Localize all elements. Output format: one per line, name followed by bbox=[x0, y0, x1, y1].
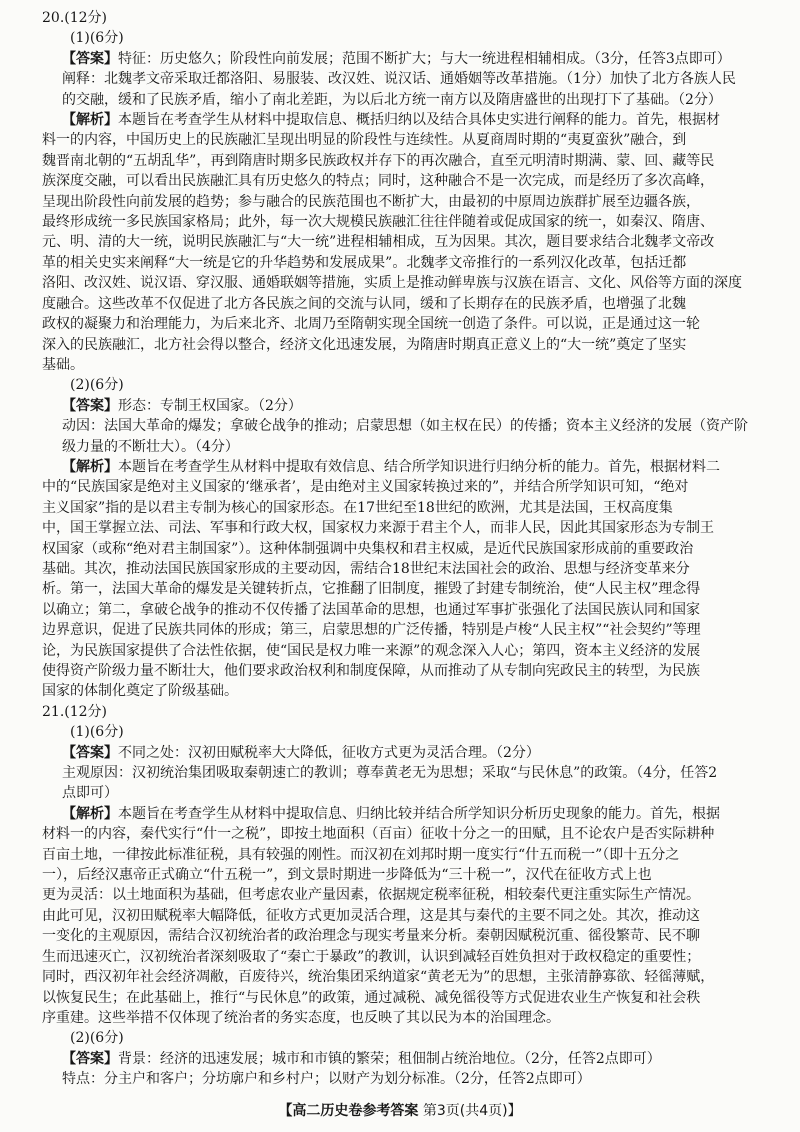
footer-title: 【高二历史卷参考答案 bbox=[278, 1103, 419, 1119]
line-text: 同时，西汉初年社会经济凋敝，百废待兴，统治集团采纳道家“黄老无为”的思想，主张清静寡欲、轻徭薄赋， bbox=[42, 969, 715, 986]
answer-content bbox=[42, 8, 758, 1090]
answer-line bbox=[42, 437, 758, 457]
line-text: (1)(6分) bbox=[70, 30, 124, 47]
line-text: 一），后经汉惠帝正式确立“什五税一”，到文景时期进一步降低为“三十税一”，汉代在征收方式上也 bbox=[42, 867, 652, 884]
section-tag: 【答案】 bbox=[62, 744, 118, 761]
line-text: 析。第一，法国大革命的爆发是关键转折点，它推翻了旧制度，摧毁了封建专制统治，使“人民主权”理念得 bbox=[42, 581, 701, 598]
page-footer bbox=[0, 1100, 800, 1120]
section-tag: 【解析】 bbox=[62, 458, 118, 475]
line-text: 特点：分主户和客户；分坊廓户和乡村户；以财产为划分标准。（2分，任答2点即可） bbox=[62, 1071, 591, 1088]
line-text: (1)(6分) bbox=[70, 724, 124, 741]
line-text: 国家的体制化奠定了阶级基础。 bbox=[42, 683, 238, 700]
analysis-line bbox=[42, 641, 758, 661]
analysis-line bbox=[42, 151, 758, 171]
line-text: 以确立；第二，拿破仑战争的推动不仅传播了法国革命的思想，也通过军事扩张强化了法国民族认同和国家 bbox=[42, 601, 700, 618]
analysis-line bbox=[42, 314, 758, 334]
analysis-line bbox=[42, 967, 758, 987]
answer-line bbox=[42, 69, 758, 89]
section-tag: 【答案】 bbox=[62, 397, 118, 414]
analysis-line bbox=[42, 906, 758, 926]
analysis-line bbox=[42, 498, 758, 518]
analysis-line bbox=[42, 212, 758, 232]
line-text: 级力量的不断壮大）。（4分） bbox=[62, 438, 239, 455]
section-tag: 【解析】 bbox=[62, 805, 118, 822]
answer-line bbox=[42, 416, 758, 436]
sub-question-header bbox=[42, 28, 758, 48]
analysis-line bbox=[42, 681, 758, 701]
line-text: 最终形成统一多民族国家格局；此外，每一次大规模民族融汇往往伴随着或促成国家的统一，如秦汉、隋唐、 bbox=[42, 214, 714, 231]
analysis-line bbox=[42, 232, 758, 252]
analysis-line bbox=[42, 865, 758, 885]
answer-line bbox=[42, 1049, 758, 1069]
analysis-line bbox=[42, 947, 758, 967]
analysis-line bbox=[42, 477, 758, 497]
analysis-line bbox=[42, 845, 758, 865]
analysis-line bbox=[42, 559, 758, 579]
analysis-line bbox=[42, 661, 758, 681]
section-tag: 【答案】 bbox=[62, 50, 118, 67]
line-text: 革的相关史实来阐释“大一统是它的升华趋势和发展成果”。北魏孝文帝推行的一系列汉化改革，包括迁都 bbox=[42, 254, 687, 271]
line-text: 21.(12分) bbox=[42, 703, 108, 720]
line-text: 本题旨在考查学生从材料中提取信息、归纳比较并结合所学知识分析历史现象的能力。首先，根据 bbox=[118, 805, 720, 822]
line-text: 呈现出阶段性向前发展的趋势；参与融合的民族范围也不断扩大，由最初的中原周边族群扩展至边疆各族， bbox=[42, 193, 700, 210]
line-text: 不同之处：汉初田赋税率大大降低，征收方式更为灵活合理。（2分） bbox=[118, 744, 540, 761]
line-text: 阐释：北魏孝文帝采取迁都洛阳、易服装、改汉姓、说汉话、通婚姻等改革措施。（1分）加快了北方各族人民 bbox=[62, 71, 736, 88]
analysis-line bbox=[42, 171, 758, 191]
analysis-line bbox=[42, 457, 758, 477]
line-text: 由此可见，汉初田赋税率大幅降低，征收方式更加灵活合理，这是其与秦代的主要不同之处。其次，推动这 bbox=[42, 907, 700, 924]
line-text: 边界意识，促进了民族共同体的形成；第三，启蒙思想的广泛传播，特别是卢梭“人民主权”“社会契约”等理 bbox=[42, 622, 701, 639]
analysis-line bbox=[42, 926, 758, 946]
line-text: 使得资产阶级力量不断壮大，他们要求政治权利和制度保障，从而推动了从专制向宪政民主的转型，为民族 bbox=[42, 663, 700, 679]
line-text: 动因：法国大革命的爆发；拿破仑战争的推动；启蒙思想（如主权在民）的传播；资本主义经济的发展（资产阶 bbox=[62, 418, 748, 435]
line-text: 基础。其次，推动法国民族国家形成的主要动因，需结合18世纪末法国社会的政治、思想与经济变革来分 bbox=[42, 560, 690, 577]
line-text: 本题旨在考查学生从材料中提取有效信息、结合所学知识进行归纳分析的能力。首先，根据材料二 bbox=[118, 458, 720, 475]
line-text: 洛阳、改汉姓、说汉语、穿汉服、通婚联姻等措施，实质上是推动鲜卑族与汉族在语言、文化、风俗等方面的深度 bbox=[42, 275, 742, 292]
answer-line bbox=[42, 783, 758, 803]
analysis-line bbox=[42, 600, 758, 620]
line-text: 魏晋南北朝的“五胡乱华”，再到隋唐时期多民族政权并存下的再次融合，直至元明清时期满、蒙、回、藏等民 bbox=[42, 152, 715, 169]
analysis-line bbox=[42, 335, 758, 355]
line-text: 深入的民族融汇，北方社会得以整合，经济文化迅速发展，为隋唐时期真正意义上的“大一统”奠定了坚实 bbox=[42, 336, 687, 353]
analysis-line bbox=[42, 988, 758, 1008]
analysis-line bbox=[42, 253, 758, 273]
analysis-line bbox=[42, 110, 758, 130]
line-text: 一变化的主观原因，需结合汉初统治者的政治理念与现实考量来分析。秦朝因赋税沉重、徭役繁苛、民不聊 bbox=[42, 928, 700, 945]
answer-line bbox=[42, 49, 758, 69]
analysis-line bbox=[42, 192, 758, 212]
question-header bbox=[42, 702, 758, 722]
line-text: 料一的内容，中国历史上的民族融汇呈现出明显的阶段性与连续性。从夏商周时期的“夷夏蛮狄”融合，到 bbox=[42, 132, 687, 149]
line-text: 20.(12分) bbox=[42, 10, 108, 26]
answer-line bbox=[42, 743, 758, 763]
footer-page-number: 第3页(共4页)】 bbox=[422, 1103, 522, 1119]
analysis-line bbox=[42, 579, 758, 599]
analysis-line bbox=[42, 130, 758, 150]
line-text: 更为灵活：以土地面积为基础，但考虑农业产量因素，依据规定税率征税，相较秦代更注重实际生产情况。 bbox=[42, 887, 700, 904]
analysis-line bbox=[42, 518, 758, 538]
line-text: 百亩土地，一律按此标准征税，具有较强的刚性。而汉初在刘邦时期一度实行“什五而税一”（即十五分之 bbox=[42, 846, 680, 863]
line-text: 政权的凝聚力和治理能力，为后来北齐、北周乃至隋朝实现全国统一创造了条件。可以说，正是通过这一轮 bbox=[42, 316, 700, 333]
analysis-line bbox=[42, 885, 758, 905]
analysis-line bbox=[42, 273, 758, 293]
answer-line bbox=[42, 763, 758, 783]
answer-line bbox=[42, 396, 758, 416]
analysis-line bbox=[42, 620, 758, 640]
sub-question-header bbox=[42, 1028, 758, 1048]
line-text: 生而迅速灭亡，汉初统治者深刻吸取了“秦亡于暴政”的教训，认识到减轻百姓负担对于政权稳定的重要性； bbox=[42, 948, 701, 965]
line-text: (2)(6分) bbox=[70, 1030, 124, 1047]
line-text: 权国家（或称“绝对君主制国家”）。这种体制强调中央集权和君主权威，是近代民族国家形成前的重要政治 bbox=[42, 540, 694, 557]
sub-question-header bbox=[42, 375, 758, 395]
line-text: 中，国王掌握立法、司法、军事和行政大权，国家权力来源于君主个人，而非人民，因此其国家形态为专制王 bbox=[42, 520, 714, 537]
line-text: 论，为民族国家提供了合法性依据，使“国民是权力唯一来源”的观念深入人心；第四，资本主义经济的发展 bbox=[42, 642, 701, 659]
line-text: 背景：经济的迅速发展；城市和市镇的繁荣；租佃制占统治地位。（2分，任答2点即可） bbox=[118, 1050, 661, 1067]
section-tag: 【答案】 bbox=[62, 1050, 118, 1067]
line-text: 形态：专制王权国家。（2分） bbox=[118, 397, 302, 414]
line-text: 点即可） bbox=[62, 785, 118, 802]
answer-line bbox=[42, 1069, 758, 1089]
sub-question-header bbox=[42, 722, 758, 742]
line-text: 元、明、清的大一统，说明民族融汇与“大一统”进程相辅相成，互为因果。其次，题目要求结合北魏孝文帝改 bbox=[42, 234, 715, 251]
line-text: (2)(6分) bbox=[70, 377, 124, 394]
analysis-line bbox=[42, 804, 758, 824]
analysis-line bbox=[42, 1008, 758, 1028]
line-text: 材料一的内容，秦代实行“什一之税”，即按土地面积（百亩）征收十分之一的田赋，且不论农户是否实际耕种 bbox=[42, 826, 715, 843]
line-text: 度融合。这些改革不仅促进了北方各民族之间的交流与认同，缓和了长期存在的民族矛盾，也增强了北魏 bbox=[42, 295, 686, 312]
line-text: 族深度交融，可以看出民族融汇具有历史悠久的特点；同时，这种融合不是一次完成，而是经历了多次高峰， bbox=[42, 173, 714, 190]
question-header bbox=[42, 8, 758, 28]
line-text: 特征：历史悠久；阶段性向前发展；范围不断扩大；与大一统进程相辅相成。（3分，任答3点即可） bbox=[118, 50, 731, 67]
analysis-line bbox=[42, 355, 758, 375]
line-text: 以恢复民生；在此基础上，推行“与民休息”的政策，通过减税、减免徭役等方式促进农业生产恢复和社会秩 bbox=[42, 989, 701, 1006]
line-text: 的交融，缓和了民族矛盾，缩小了南北差距，为以后北方统一南方以及隋唐盛世的出现打下了基础。（2分） bbox=[62, 91, 722, 108]
line-text: 本题旨在考查学生从材料中提取信息、概括归纳以及结合具体史实进行阐释的能力。首先，根据材 bbox=[118, 112, 720, 129]
line-text: 中的“民族国家是绝对主义国家的‘继承者’，是由绝对主义国家转换过来的”，并结合所学知识可知，“绝对 bbox=[42, 479, 689, 496]
analysis-line bbox=[42, 539, 758, 559]
analysis-line bbox=[42, 824, 758, 844]
line-text: 主义国家”指的是以君主专制为核心的国家形态。在17世纪至18世纪的欧洲，尤其是法国，王权高度集 bbox=[42, 499, 673, 516]
section-tag: 【解析】 bbox=[62, 112, 118, 129]
answer-line bbox=[42, 90, 758, 110]
line-text: 基础。 bbox=[42, 356, 84, 373]
analysis-line bbox=[42, 294, 758, 314]
line-text: 主观原因：汉初统治集团吸取秦朝速亡的教训；尊奉黄老无为思想；采取“与民休息”的政策。（4分，任答2 bbox=[62, 765, 718, 782]
line-text: 序重建。这些举措不仅体现了统治者的务实态度，也反映了其以民为本的治国理念。 bbox=[42, 1009, 560, 1026]
